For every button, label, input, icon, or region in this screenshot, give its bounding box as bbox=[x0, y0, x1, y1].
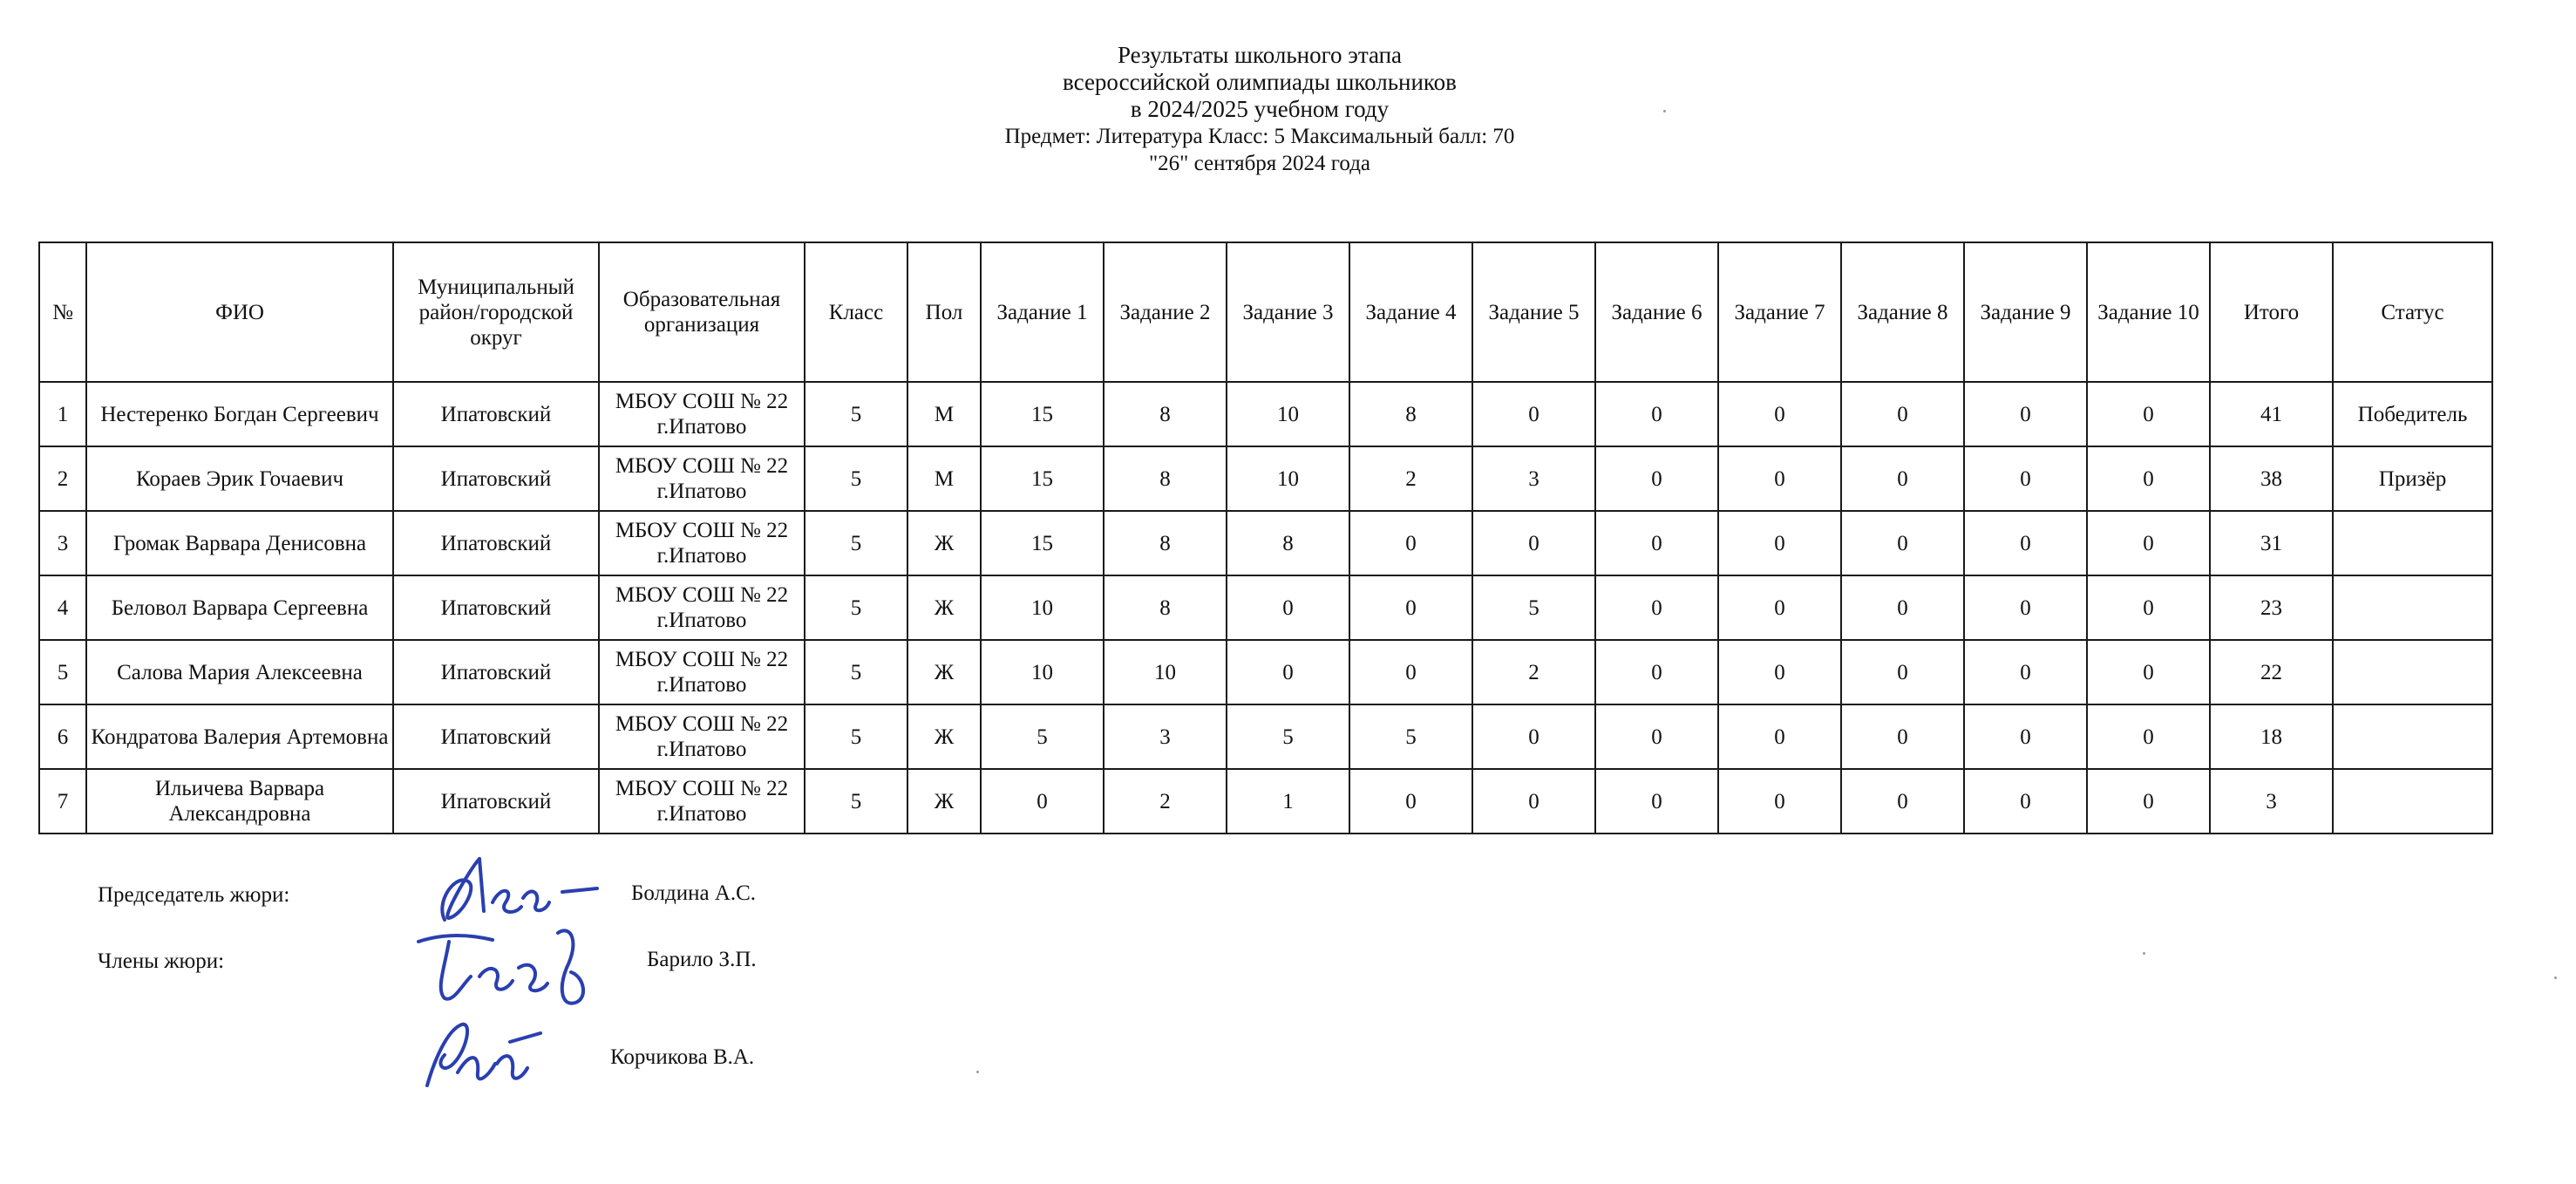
table-cell: Победитель bbox=[2333, 382, 2492, 446]
table-cell: 0 bbox=[2087, 511, 2210, 575]
table-cell: 2 bbox=[1349, 446, 1472, 511]
table-cell: 0 bbox=[1227, 640, 1349, 704]
table-cell: Салова Мария Алексеевна bbox=[86, 640, 393, 704]
table-cell: 0 bbox=[1472, 769, 1595, 834]
table-cell: Кораев Эрик Гочаевич bbox=[86, 446, 393, 511]
table-cell: Ж bbox=[907, 511, 981, 575]
table-cell: 1 bbox=[39, 382, 86, 446]
table-cell: 5 bbox=[805, 769, 907, 834]
table-cell: 23 bbox=[2210, 575, 2333, 640]
table-cell: Ипатовский bbox=[393, 704, 599, 769]
table-cell: 0 bbox=[1718, 704, 1841, 769]
document-header bbox=[0, 42, 2519, 177]
table-cell: Беловол Варвара Сергеевна bbox=[86, 575, 393, 640]
table-cell: 10 bbox=[981, 575, 1104, 640]
table-cell bbox=[2333, 575, 2492, 640]
table-cell: 5 bbox=[805, 382, 907, 446]
column-header: Задание 9 bbox=[1964, 242, 2087, 382]
table-cell: М bbox=[907, 382, 981, 446]
table-cell bbox=[2333, 511, 2492, 575]
table-cell: 0 bbox=[1718, 511, 1841, 575]
table-cell: 0 bbox=[1349, 769, 1472, 834]
table-cell: МБОУ СОШ № 22 г.Ипатово bbox=[599, 511, 805, 575]
results-table bbox=[38, 242, 2493, 834]
jury-member-1-name: Барило З.П. bbox=[647, 948, 757, 971]
table-cell: 0 bbox=[1595, 640, 1718, 704]
title-line-3: в 2024/2025 учебном году bbox=[1130, 96, 1390, 122]
table-cell: 0 bbox=[1718, 575, 1841, 640]
table-cell: 8 bbox=[1227, 511, 1349, 575]
table-cell: 1 bbox=[1227, 769, 1349, 834]
table-cell: 2 bbox=[1104, 769, 1227, 834]
table-cell: 5 bbox=[1472, 575, 1595, 640]
table-cell: 0 bbox=[1841, 640, 1964, 704]
table-cell: 8 bbox=[1349, 382, 1472, 446]
table-cell: Призёр bbox=[2333, 446, 2492, 511]
table-cell: 0 bbox=[1964, 382, 2087, 446]
table-cell: Ж bbox=[907, 769, 981, 834]
table-cell: 31 bbox=[2210, 511, 2333, 575]
table-cell: 41 bbox=[2210, 382, 2333, 446]
table-cell: Нестеренко Богдан Сергеевич bbox=[86, 382, 393, 446]
table-cell: 0 bbox=[1349, 640, 1472, 704]
table-cell: 0 bbox=[2087, 446, 2210, 511]
table-cell: 0 bbox=[1349, 575, 1472, 640]
table-cell: Кондратова Валерия Артемовна bbox=[86, 704, 393, 769]
table-cell: 0 bbox=[1964, 640, 2087, 704]
table-cell: 0 bbox=[1595, 704, 1718, 769]
table-cell: 0 bbox=[1964, 575, 2087, 640]
table-cell: М bbox=[907, 446, 981, 511]
table-cell: 0 bbox=[2087, 704, 2210, 769]
jury-members-label: Члены жюри: bbox=[98, 949, 225, 973]
table-cell: 0 bbox=[1595, 769, 1718, 834]
table-cell: 0 bbox=[1349, 511, 1472, 575]
table-cell: 0 bbox=[1595, 382, 1718, 446]
column-header: Класс bbox=[805, 242, 907, 382]
table-cell: 0 bbox=[1595, 575, 1718, 640]
table-cell: Ипатовский bbox=[393, 446, 599, 511]
column-header: Образовательная организация bbox=[599, 242, 805, 382]
table-cell: 6 bbox=[39, 704, 86, 769]
table-cell: 15 bbox=[981, 446, 1104, 511]
table-cell: 0 bbox=[2087, 769, 2210, 834]
column-header: Муниципальный район/городской округ bbox=[393, 242, 599, 382]
jury-chair-label: Председатель жюри: bbox=[98, 883, 290, 907]
table-cell: 8 bbox=[1104, 446, 1227, 511]
column-header: № bbox=[39, 242, 86, 382]
column-header: Итого bbox=[2210, 242, 2333, 382]
table-cell: 0 bbox=[2087, 382, 2210, 446]
column-header: Задание 8 bbox=[1841, 242, 1964, 382]
table-cell: 0 bbox=[1595, 511, 1718, 575]
title-line-1: Результаты школьного этапа bbox=[1117, 42, 1403, 68]
table-cell: 0 bbox=[1472, 704, 1595, 769]
table-cell: 7 bbox=[39, 769, 86, 834]
table-cell: Ипатовский bbox=[393, 511, 599, 575]
column-header: Статус bbox=[2333, 242, 2492, 382]
table-cell: 0 bbox=[1595, 446, 1718, 511]
table-cell: Ж bbox=[907, 575, 981, 640]
table-cell: 0 bbox=[1718, 640, 1841, 704]
table-cell: 10 bbox=[1104, 640, 1227, 704]
table-cell: 4 bbox=[39, 575, 86, 640]
table-cell: 18 bbox=[2210, 704, 2333, 769]
table-cell: Ильичева Варвара Александровна bbox=[86, 769, 393, 834]
table-row bbox=[39, 769, 2492, 834]
column-header: Задание 5 bbox=[1472, 242, 1595, 382]
table-cell: 5 bbox=[805, 446, 907, 511]
title-line-2: всероссийской олимпиады школьников bbox=[1063, 69, 1457, 95]
jury-chair-name: Болдина А.С. bbox=[631, 881, 757, 905]
table-cell: 3 bbox=[1472, 446, 1595, 511]
table-cell: 0 bbox=[1718, 382, 1841, 446]
table-cell: 2 bbox=[39, 446, 86, 511]
table-cell: 3 bbox=[39, 511, 86, 575]
jury-member-2-name: Корчикова В.А. bbox=[610, 1045, 755, 1069]
table-cell: 3 bbox=[1104, 704, 1227, 769]
table-cell: 8 bbox=[1104, 511, 1227, 575]
table-cell: 10 bbox=[1227, 382, 1349, 446]
table-cell: 0 bbox=[1718, 769, 1841, 834]
table-cell: 5 bbox=[1349, 704, 1472, 769]
table-cell: 0 bbox=[1964, 769, 2087, 834]
table-cell: 0 bbox=[1472, 382, 1595, 446]
table-cell: Ипатовский bbox=[393, 640, 599, 704]
table-cell: 5 bbox=[805, 640, 907, 704]
table-cell bbox=[2333, 769, 2492, 834]
table-cell: 10 bbox=[1227, 446, 1349, 511]
column-header: Задание 7 bbox=[1718, 242, 1841, 382]
table-body bbox=[39, 382, 2492, 834]
member-2-signature bbox=[410, 1003, 558, 1099]
table-cell: Ж bbox=[907, 640, 981, 704]
table-cell: 0 bbox=[1841, 382, 1964, 446]
table-cell: 0 bbox=[1841, 511, 1964, 575]
table-cell: 0 bbox=[2087, 640, 2210, 704]
table-cell: 3 bbox=[2210, 769, 2333, 834]
table-row bbox=[39, 704, 2492, 769]
column-header: Задание 10 bbox=[2087, 242, 2210, 382]
table-cell: 8 bbox=[1104, 575, 1227, 640]
column-header: Задание 4 bbox=[1349, 242, 1472, 382]
table-cell: МБОУ СОШ № 22 г.Ипатово bbox=[599, 704, 805, 769]
table-cell: 0 bbox=[1841, 446, 1964, 511]
table-cell: МБОУ СОШ № 22 г.Ипатово bbox=[599, 446, 805, 511]
table-cell: 22 bbox=[2210, 640, 2333, 704]
table-cell: 5 bbox=[981, 704, 1104, 769]
table-cell: 0 bbox=[1472, 511, 1595, 575]
table-cell: МБОУ СОШ № 22 г.Ипатово bbox=[599, 769, 805, 834]
table-cell: 0 bbox=[1964, 511, 2087, 575]
subject-line: Предмет: Литература Класс: 5 Максимальный балл: 70 bbox=[1004, 125, 1515, 148]
table-cell: 0 bbox=[1841, 575, 1964, 640]
table-row bbox=[39, 575, 2492, 640]
table-cell: 5 bbox=[39, 640, 86, 704]
table-cell: 2 bbox=[1472, 640, 1595, 704]
table-cell: МБОУ СОШ № 22 г.Ипатово bbox=[599, 640, 805, 704]
table-cell: 0 bbox=[1964, 446, 2087, 511]
table-cell: 5 bbox=[805, 511, 907, 575]
table-cell: 5 bbox=[805, 575, 907, 640]
table-cell: 15 bbox=[981, 382, 1104, 446]
table-cell: 10 bbox=[981, 640, 1104, 704]
table-cell: 0 bbox=[1841, 769, 1964, 834]
table-cell: 8 bbox=[1104, 382, 1227, 446]
table-cell: 0 bbox=[2087, 575, 2210, 640]
table-cell: 5 bbox=[805, 704, 907, 769]
table-cell: 0 bbox=[1227, 575, 1349, 640]
table-cell: 0 bbox=[981, 769, 1104, 834]
table-cell: Ипатовский bbox=[393, 769, 599, 834]
table-cell: Ипатовский bbox=[393, 575, 599, 640]
table-row bbox=[39, 446, 2492, 511]
table-cell: 15 bbox=[981, 511, 1104, 575]
column-header: ФИО bbox=[86, 242, 393, 382]
table-cell: МБОУ СОШ № 22 г.Ипатово bbox=[599, 575, 805, 640]
table-cell: Ипатовский bbox=[393, 382, 599, 446]
table-cell: Громак Варвара Денисовна bbox=[86, 511, 393, 575]
table-cell: 38 bbox=[2210, 446, 2333, 511]
table-cell: Ж bbox=[907, 704, 981, 769]
date-line: "26" сентября 2024 года bbox=[1148, 152, 1371, 175]
table-cell: 0 bbox=[1718, 446, 1841, 511]
table-cell: 0 bbox=[1964, 704, 2087, 769]
table-row bbox=[39, 640, 2492, 704]
table-cell: 0 bbox=[1841, 704, 1964, 769]
table-cell: МБОУ СОШ № 22 г.Ипатово bbox=[599, 382, 805, 446]
table-cell: 5 bbox=[1227, 704, 1349, 769]
column-header: Задание 1 bbox=[981, 242, 1104, 382]
table-row bbox=[39, 382, 2492, 446]
column-header: Задание 2 bbox=[1104, 242, 1227, 382]
column-header: Задание 3 bbox=[1227, 242, 1349, 382]
table-row bbox=[39, 511, 2492, 575]
column-header: Задание 6 bbox=[1595, 242, 1718, 382]
table-cell bbox=[2333, 704, 2492, 769]
table-header-row bbox=[39, 242, 2492, 382]
column-header: Пол bbox=[907, 242, 981, 382]
table-cell bbox=[2333, 640, 2492, 704]
